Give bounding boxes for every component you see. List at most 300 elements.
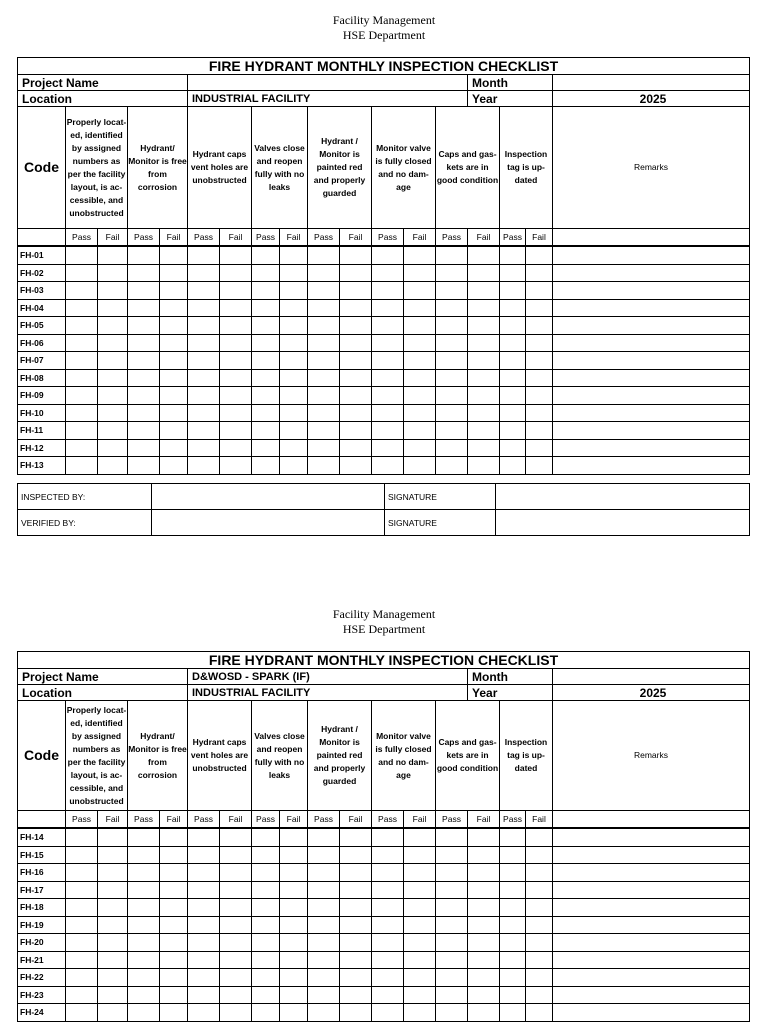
pass-checkbox-cell[interactable] <box>66 246 98 264</box>
pass-checkbox-cell[interactable] <box>252 951 280 969</box>
fail-checkbox-cell[interactable] <box>220 439 252 457</box>
pass-checkbox-cell[interactable] <box>188 317 220 335</box>
fail-checkbox-cell[interactable] <box>404 439 436 457</box>
fail-checkbox-cell[interactable] <box>340 334 372 352</box>
pass-checkbox-cell[interactable] <box>372 969 404 987</box>
fail-checkbox-cell[interactable] <box>468 422 500 440</box>
pass-checkbox-cell[interactable] <box>500 864 526 882</box>
pass-checkbox-cell[interactable] <box>66 828 98 846</box>
pass-checkbox-cell[interactable] <box>252 899 280 917</box>
fail-checkbox-cell[interactable] <box>160 334 188 352</box>
project-name-field[interactable] <box>188 75 468 91</box>
fail-checkbox-cell[interactable] <box>340 439 372 457</box>
fail-checkbox-cell[interactable] <box>526 334 553 352</box>
pass-checkbox-cell[interactable] <box>188 969 220 987</box>
pass-checkbox-cell[interactable] <box>436 352 468 370</box>
pass-checkbox-cell[interactable] <box>66 899 98 917</box>
pass-checkbox-cell[interactable] <box>500 282 526 300</box>
fail-checkbox-cell[interactable] <box>98 969 128 987</box>
pass-checkbox-cell[interactable] <box>128 969 160 987</box>
fail-checkbox-cell[interactable] <box>160 404 188 422</box>
pass-checkbox-cell[interactable] <box>500 439 526 457</box>
signature-field[interactable] <box>496 484 750 510</box>
pass-checkbox-cell[interactable] <box>66 881 98 899</box>
fail-checkbox-cell[interactable] <box>220 899 252 917</box>
fail-checkbox-cell[interactable] <box>340 457 372 475</box>
pass-checkbox-cell[interactable] <box>252 246 280 264</box>
pass-checkbox-cell[interactable] <box>252 916 280 934</box>
remarks-cell[interactable] <box>553 246 750 264</box>
fail-checkbox-cell[interactable] <box>160 881 188 899</box>
fail-checkbox-cell[interactable] <box>468 404 500 422</box>
pass-checkbox-cell[interactable] <box>66 846 98 864</box>
fail-checkbox-cell[interactable] <box>160 864 188 882</box>
fail-checkbox-cell[interactable] <box>340 404 372 422</box>
fail-checkbox-cell[interactable] <box>526 846 553 864</box>
remarks-cell[interactable] <box>553 404 750 422</box>
fail-checkbox-cell[interactable] <box>160 457 188 475</box>
fail-checkbox-cell[interactable] <box>98 299 128 317</box>
pass-checkbox-cell[interactable] <box>372 264 404 282</box>
pass-checkbox-cell[interactable] <box>66 264 98 282</box>
pass-checkbox-cell[interactable] <box>308 369 340 387</box>
pass-checkbox-cell[interactable] <box>436 864 468 882</box>
fail-checkbox-cell[interactable] <box>404 951 436 969</box>
pass-checkbox-cell[interactable] <box>436 334 468 352</box>
fail-checkbox-cell[interactable] <box>98 457 128 475</box>
fail-checkbox-cell[interactable] <box>160 246 188 264</box>
fail-checkbox-cell[interactable] <box>340 969 372 987</box>
fail-checkbox-cell[interactable] <box>220 969 252 987</box>
fail-checkbox-cell[interactable] <box>280 969 308 987</box>
pass-checkbox-cell[interactable] <box>372 299 404 317</box>
remarks-cell[interactable] <box>553 916 750 934</box>
fail-checkbox-cell[interactable] <box>340 299 372 317</box>
fail-checkbox-cell[interactable] <box>340 317 372 335</box>
fail-checkbox-cell[interactable] <box>468 864 500 882</box>
remarks-cell[interactable] <box>553 457 750 475</box>
fail-checkbox-cell[interactable] <box>220 299 252 317</box>
pass-checkbox-cell[interactable] <box>500 369 526 387</box>
fail-checkbox-cell[interactable] <box>160 828 188 846</box>
fail-checkbox-cell[interactable] <box>340 916 372 934</box>
pass-checkbox-cell[interactable] <box>500 916 526 934</box>
fail-checkbox-cell[interactable] <box>160 934 188 952</box>
fail-checkbox-cell[interactable] <box>526 422 553 440</box>
pass-checkbox-cell[interactable] <box>372 404 404 422</box>
fail-checkbox-cell[interactable] <box>280 369 308 387</box>
fail-checkbox-cell[interactable] <box>404 881 436 899</box>
fail-checkbox-cell[interactable] <box>404 299 436 317</box>
fail-checkbox-cell[interactable] <box>98 352 128 370</box>
pass-checkbox-cell[interactable] <box>66 864 98 882</box>
pass-checkbox-cell[interactable] <box>500 846 526 864</box>
pass-checkbox-cell[interactable] <box>188 457 220 475</box>
pass-checkbox-cell[interactable] <box>436 457 468 475</box>
fail-checkbox-cell[interactable] <box>404 864 436 882</box>
verified-by-field[interactable] <box>152 510 385 536</box>
pass-checkbox-cell[interactable] <box>128 422 160 440</box>
pass-checkbox-cell[interactable] <box>436 881 468 899</box>
fail-checkbox-cell[interactable] <box>160 986 188 1004</box>
fail-checkbox-cell[interactable] <box>340 387 372 405</box>
pass-checkbox-cell[interactable] <box>308 439 340 457</box>
fail-checkbox-cell[interactable] <box>98 369 128 387</box>
pass-checkbox-cell[interactable] <box>128 317 160 335</box>
fail-checkbox-cell[interactable] <box>98 404 128 422</box>
fail-checkbox-cell[interactable] <box>220 1004 252 1022</box>
pass-checkbox-cell[interactable] <box>500 299 526 317</box>
fail-checkbox-cell[interactable] <box>98 334 128 352</box>
fail-checkbox-cell[interactable] <box>404 246 436 264</box>
pass-checkbox-cell[interactable] <box>500 334 526 352</box>
pass-checkbox-cell[interactable] <box>308 969 340 987</box>
fail-checkbox-cell[interactable] <box>340 422 372 440</box>
fail-checkbox-cell[interactable] <box>98 828 128 846</box>
fail-checkbox-cell[interactable] <box>220 246 252 264</box>
pass-checkbox-cell[interactable] <box>500 246 526 264</box>
fail-checkbox-cell[interactable] <box>280 951 308 969</box>
pass-checkbox-cell[interactable] <box>128 916 160 934</box>
remarks-cell[interactable] <box>553 1004 750 1022</box>
fail-checkbox-cell[interactable] <box>160 264 188 282</box>
pass-checkbox-cell[interactable] <box>252 828 280 846</box>
pass-checkbox-cell[interactable] <box>128 934 160 952</box>
remarks-cell[interactable] <box>553 828 750 846</box>
remarks-cell[interactable] <box>553 951 750 969</box>
fail-checkbox-cell[interactable] <box>526 951 553 969</box>
pass-checkbox-cell[interactable] <box>308 846 340 864</box>
pass-checkbox-cell[interactable] <box>128 951 160 969</box>
fail-checkbox-cell[interactable] <box>404 457 436 475</box>
pass-checkbox-cell[interactable] <box>372 986 404 1004</box>
pass-checkbox-cell[interactable] <box>436 369 468 387</box>
fail-checkbox-cell[interactable] <box>98 264 128 282</box>
fail-checkbox-cell[interactable] <box>220 352 252 370</box>
year-field[interactable]: 2025 <box>553 685 750 701</box>
fail-checkbox-cell[interactable] <box>468 387 500 405</box>
pass-checkbox-cell[interactable] <box>66 334 98 352</box>
pass-checkbox-cell[interactable] <box>500 828 526 846</box>
fail-checkbox-cell[interactable] <box>220 387 252 405</box>
pass-checkbox-cell[interactable] <box>372 951 404 969</box>
pass-checkbox-cell[interactable] <box>308 264 340 282</box>
pass-checkbox-cell[interactable] <box>252 439 280 457</box>
fail-checkbox-cell[interactable] <box>404 899 436 917</box>
fail-checkbox-cell[interactable] <box>340 881 372 899</box>
fail-checkbox-cell[interactable] <box>468 352 500 370</box>
pass-checkbox-cell[interactable] <box>66 934 98 952</box>
fail-checkbox-cell[interactable] <box>404 387 436 405</box>
fail-checkbox-cell[interactable] <box>340 951 372 969</box>
pass-checkbox-cell[interactable] <box>188 387 220 405</box>
pass-checkbox-cell[interactable] <box>188 986 220 1004</box>
pass-checkbox-cell[interactable] <box>188 881 220 899</box>
fail-checkbox-cell[interactable] <box>404 282 436 300</box>
remarks-cell[interactable] <box>553 387 750 405</box>
fail-checkbox-cell[interactable] <box>340 369 372 387</box>
pass-checkbox-cell[interactable] <box>308 334 340 352</box>
fail-checkbox-cell[interactable] <box>220 846 252 864</box>
fail-checkbox-cell[interactable] <box>468 317 500 335</box>
pass-checkbox-cell[interactable] <box>66 299 98 317</box>
fail-checkbox-cell[interactable] <box>220 881 252 899</box>
pass-checkbox-cell[interactable] <box>252 404 280 422</box>
fail-checkbox-cell[interactable] <box>220 369 252 387</box>
fail-checkbox-cell[interactable] <box>526 264 553 282</box>
pass-checkbox-cell[interactable] <box>372 1004 404 1022</box>
pass-checkbox-cell[interactable] <box>436 422 468 440</box>
pass-checkbox-cell[interactable] <box>128 352 160 370</box>
fail-checkbox-cell[interactable] <box>526 282 553 300</box>
pass-checkbox-cell[interactable] <box>188 404 220 422</box>
remarks-cell[interactable] <box>553 881 750 899</box>
fail-checkbox-cell[interactable] <box>280 1004 308 1022</box>
fail-checkbox-cell[interactable] <box>404 317 436 335</box>
pass-checkbox-cell[interactable] <box>500 934 526 952</box>
fail-checkbox-cell[interactable] <box>98 916 128 934</box>
pass-checkbox-cell[interactable] <box>372 916 404 934</box>
pass-checkbox-cell[interactable] <box>188 264 220 282</box>
remarks-cell[interactable] <box>553 986 750 1004</box>
pass-checkbox-cell[interactable] <box>66 916 98 934</box>
pass-checkbox-cell[interactable] <box>188 828 220 846</box>
fail-checkbox-cell[interactable] <box>526 317 553 335</box>
pass-checkbox-cell[interactable] <box>252 457 280 475</box>
fail-checkbox-cell[interactable] <box>220 282 252 300</box>
pass-checkbox-cell[interactable] <box>128 404 160 422</box>
fail-checkbox-cell[interactable] <box>404 352 436 370</box>
fail-checkbox-cell[interactable] <box>340 899 372 917</box>
pass-checkbox-cell[interactable] <box>372 334 404 352</box>
pass-checkbox-cell[interactable] <box>372 881 404 899</box>
fail-checkbox-cell[interactable] <box>340 352 372 370</box>
fail-checkbox-cell[interactable] <box>160 282 188 300</box>
pass-checkbox-cell[interactable] <box>436 828 468 846</box>
fail-checkbox-cell[interactable] <box>220 457 252 475</box>
fail-checkbox-cell[interactable] <box>526 934 553 952</box>
fail-checkbox-cell[interactable] <box>404 334 436 352</box>
pass-checkbox-cell[interactable] <box>188 334 220 352</box>
pass-checkbox-cell[interactable] <box>128 299 160 317</box>
fail-checkbox-cell[interactable] <box>468 846 500 864</box>
fail-checkbox-cell[interactable] <box>526 881 553 899</box>
pass-checkbox-cell[interactable] <box>252 864 280 882</box>
pass-checkbox-cell[interactable] <box>188 299 220 317</box>
fail-checkbox-cell[interactable] <box>526 864 553 882</box>
pass-checkbox-cell[interactable] <box>252 282 280 300</box>
remarks-cell[interactable] <box>553 846 750 864</box>
pass-checkbox-cell[interactable] <box>500 1004 526 1022</box>
pass-checkbox-cell[interactable] <box>308 317 340 335</box>
location-field[interactable]: INDUSTRIAL FACILITY <box>188 685 468 701</box>
fail-checkbox-cell[interactable] <box>220 317 252 335</box>
fail-checkbox-cell[interactable] <box>468 439 500 457</box>
fail-checkbox-cell[interactable] <box>526 299 553 317</box>
pass-checkbox-cell[interactable] <box>188 846 220 864</box>
fail-checkbox-cell[interactable] <box>340 846 372 864</box>
pass-checkbox-cell[interactable] <box>372 828 404 846</box>
pass-checkbox-cell[interactable] <box>308 828 340 846</box>
fail-checkbox-cell[interactable] <box>280 282 308 300</box>
fail-checkbox-cell[interactable] <box>160 422 188 440</box>
pass-checkbox-cell[interactable] <box>252 969 280 987</box>
pass-checkbox-cell[interactable] <box>436 282 468 300</box>
pass-checkbox-cell[interactable] <box>66 369 98 387</box>
pass-checkbox-cell[interactable] <box>252 881 280 899</box>
pass-checkbox-cell[interactable] <box>436 299 468 317</box>
pass-checkbox-cell[interactable] <box>436 846 468 864</box>
pass-checkbox-cell[interactable] <box>436 916 468 934</box>
fail-checkbox-cell[interactable] <box>404 828 436 846</box>
pass-checkbox-cell[interactable] <box>188 1004 220 1022</box>
pass-checkbox-cell[interactable] <box>128 246 160 264</box>
fail-checkbox-cell[interactable] <box>280 828 308 846</box>
pass-checkbox-cell[interactable] <box>372 899 404 917</box>
fail-checkbox-cell[interactable] <box>280 422 308 440</box>
pass-checkbox-cell[interactable] <box>188 916 220 934</box>
pass-checkbox-cell[interactable] <box>66 282 98 300</box>
pass-checkbox-cell[interactable] <box>500 899 526 917</box>
pass-checkbox-cell[interactable] <box>308 1004 340 1022</box>
pass-checkbox-cell[interactable] <box>188 369 220 387</box>
fail-checkbox-cell[interactable] <box>220 264 252 282</box>
pass-checkbox-cell[interactable] <box>372 864 404 882</box>
pass-checkbox-cell[interactable] <box>372 387 404 405</box>
pass-checkbox-cell[interactable] <box>308 282 340 300</box>
fail-checkbox-cell[interactable] <box>280 864 308 882</box>
pass-checkbox-cell[interactable] <box>188 439 220 457</box>
pass-checkbox-cell[interactable] <box>500 969 526 987</box>
pass-checkbox-cell[interactable] <box>436 951 468 969</box>
fail-checkbox-cell[interactable] <box>468 264 500 282</box>
pass-checkbox-cell[interactable] <box>66 404 98 422</box>
fail-checkbox-cell[interactable] <box>526 828 553 846</box>
fail-checkbox-cell[interactable] <box>468 951 500 969</box>
fail-checkbox-cell[interactable] <box>468 828 500 846</box>
pass-checkbox-cell[interactable] <box>372 422 404 440</box>
fail-checkbox-cell[interactable] <box>98 422 128 440</box>
fail-checkbox-cell[interactable] <box>526 1004 553 1022</box>
fail-checkbox-cell[interactable] <box>404 422 436 440</box>
pass-checkbox-cell[interactable] <box>372 282 404 300</box>
pass-checkbox-cell[interactable] <box>128 864 160 882</box>
remarks-cell[interactable] <box>553 334 750 352</box>
pass-checkbox-cell[interactable] <box>436 969 468 987</box>
fail-checkbox-cell[interactable] <box>220 404 252 422</box>
remarks-cell[interactable] <box>553 422 750 440</box>
remarks-cell[interactable] <box>553 369 750 387</box>
fail-checkbox-cell[interactable] <box>98 899 128 917</box>
pass-checkbox-cell[interactable] <box>128 457 160 475</box>
pass-checkbox-cell[interactable] <box>436 317 468 335</box>
pass-checkbox-cell[interactable] <box>308 934 340 952</box>
pass-checkbox-cell[interactable] <box>436 264 468 282</box>
pass-checkbox-cell[interactable] <box>128 334 160 352</box>
fail-checkbox-cell[interactable] <box>404 264 436 282</box>
fail-checkbox-cell[interactable] <box>160 1004 188 1022</box>
pass-checkbox-cell[interactable] <box>128 439 160 457</box>
pass-checkbox-cell[interactable] <box>372 352 404 370</box>
fail-checkbox-cell[interactable] <box>220 864 252 882</box>
pass-checkbox-cell[interactable] <box>308 299 340 317</box>
pass-checkbox-cell[interactable] <box>500 317 526 335</box>
fail-checkbox-cell[interactable] <box>340 246 372 264</box>
fail-checkbox-cell[interactable] <box>98 439 128 457</box>
fail-checkbox-cell[interactable] <box>220 828 252 846</box>
fail-checkbox-cell[interactable] <box>98 387 128 405</box>
fail-checkbox-cell[interactable] <box>160 951 188 969</box>
pass-checkbox-cell[interactable] <box>252 299 280 317</box>
fail-checkbox-cell[interactable] <box>160 899 188 917</box>
pass-checkbox-cell[interactable] <box>128 986 160 1004</box>
fail-checkbox-cell[interactable] <box>526 246 553 264</box>
fail-checkbox-cell[interactable] <box>340 986 372 1004</box>
pass-checkbox-cell[interactable] <box>252 934 280 952</box>
pass-checkbox-cell[interactable] <box>252 387 280 405</box>
pass-checkbox-cell[interactable] <box>500 951 526 969</box>
fail-checkbox-cell[interactable] <box>280 334 308 352</box>
fail-checkbox-cell[interactable] <box>220 986 252 1004</box>
fail-checkbox-cell[interactable] <box>468 457 500 475</box>
pass-checkbox-cell[interactable] <box>308 387 340 405</box>
pass-checkbox-cell[interactable] <box>128 846 160 864</box>
fail-checkbox-cell[interactable] <box>340 282 372 300</box>
fail-checkbox-cell[interactable] <box>160 969 188 987</box>
pass-checkbox-cell[interactable] <box>66 387 98 405</box>
pass-checkbox-cell[interactable] <box>308 899 340 917</box>
fail-checkbox-cell[interactable] <box>280 457 308 475</box>
fail-checkbox-cell[interactable] <box>280 986 308 1004</box>
pass-checkbox-cell[interactable] <box>188 864 220 882</box>
fail-checkbox-cell[interactable] <box>220 951 252 969</box>
pass-checkbox-cell[interactable] <box>66 352 98 370</box>
fail-checkbox-cell[interactable] <box>160 387 188 405</box>
fail-checkbox-cell[interactable] <box>220 334 252 352</box>
pass-checkbox-cell[interactable] <box>128 899 160 917</box>
pass-checkbox-cell[interactable] <box>308 404 340 422</box>
fail-checkbox-cell[interactable] <box>526 457 553 475</box>
pass-checkbox-cell[interactable] <box>372 246 404 264</box>
pass-checkbox-cell[interactable] <box>436 1004 468 1022</box>
pass-checkbox-cell[interactable] <box>436 899 468 917</box>
pass-checkbox-cell[interactable] <box>308 951 340 969</box>
fail-checkbox-cell[interactable] <box>280 934 308 952</box>
fail-checkbox-cell[interactable] <box>98 246 128 264</box>
fail-checkbox-cell[interactable] <box>280 246 308 264</box>
pass-checkbox-cell[interactable] <box>372 317 404 335</box>
pass-checkbox-cell[interactable] <box>66 422 98 440</box>
fail-checkbox-cell[interactable] <box>98 951 128 969</box>
fail-checkbox-cell[interactable] <box>160 317 188 335</box>
fail-checkbox-cell[interactable] <box>340 934 372 952</box>
pass-checkbox-cell[interactable] <box>500 264 526 282</box>
inspected-by-field[interactable] <box>152 484 385 510</box>
pass-checkbox-cell[interactable] <box>66 986 98 1004</box>
pass-checkbox-cell[interactable] <box>188 352 220 370</box>
fail-checkbox-cell[interactable] <box>160 846 188 864</box>
fail-checkbox-cell[interactable] <box>468 899 500 917</box>
pass-checkbox-cell[interactable] <box>308 422 340 440</box>
pass-checkbox-cell[interactable] <box>128 828 160 846</box>
fail-checkbox-cell[interactable] <box>280 317 308 335</box>
pass-checkbox-cell[interactable] <box>500 352 526 370</box>
pass-checkbox-cell[interactable] <box>308 916 340 934</box>
fail-checkbox-cell[interactable] <box>468 1004 500 1022</box>
pass-checkbox-cell[interactable] <box>372 934 404 952</box>
fail-checkbox-cell[interactable] <box>526 986 553 1004</box>
pass-checkbox-cell[interactable] <box>436 934 468 952</box>
